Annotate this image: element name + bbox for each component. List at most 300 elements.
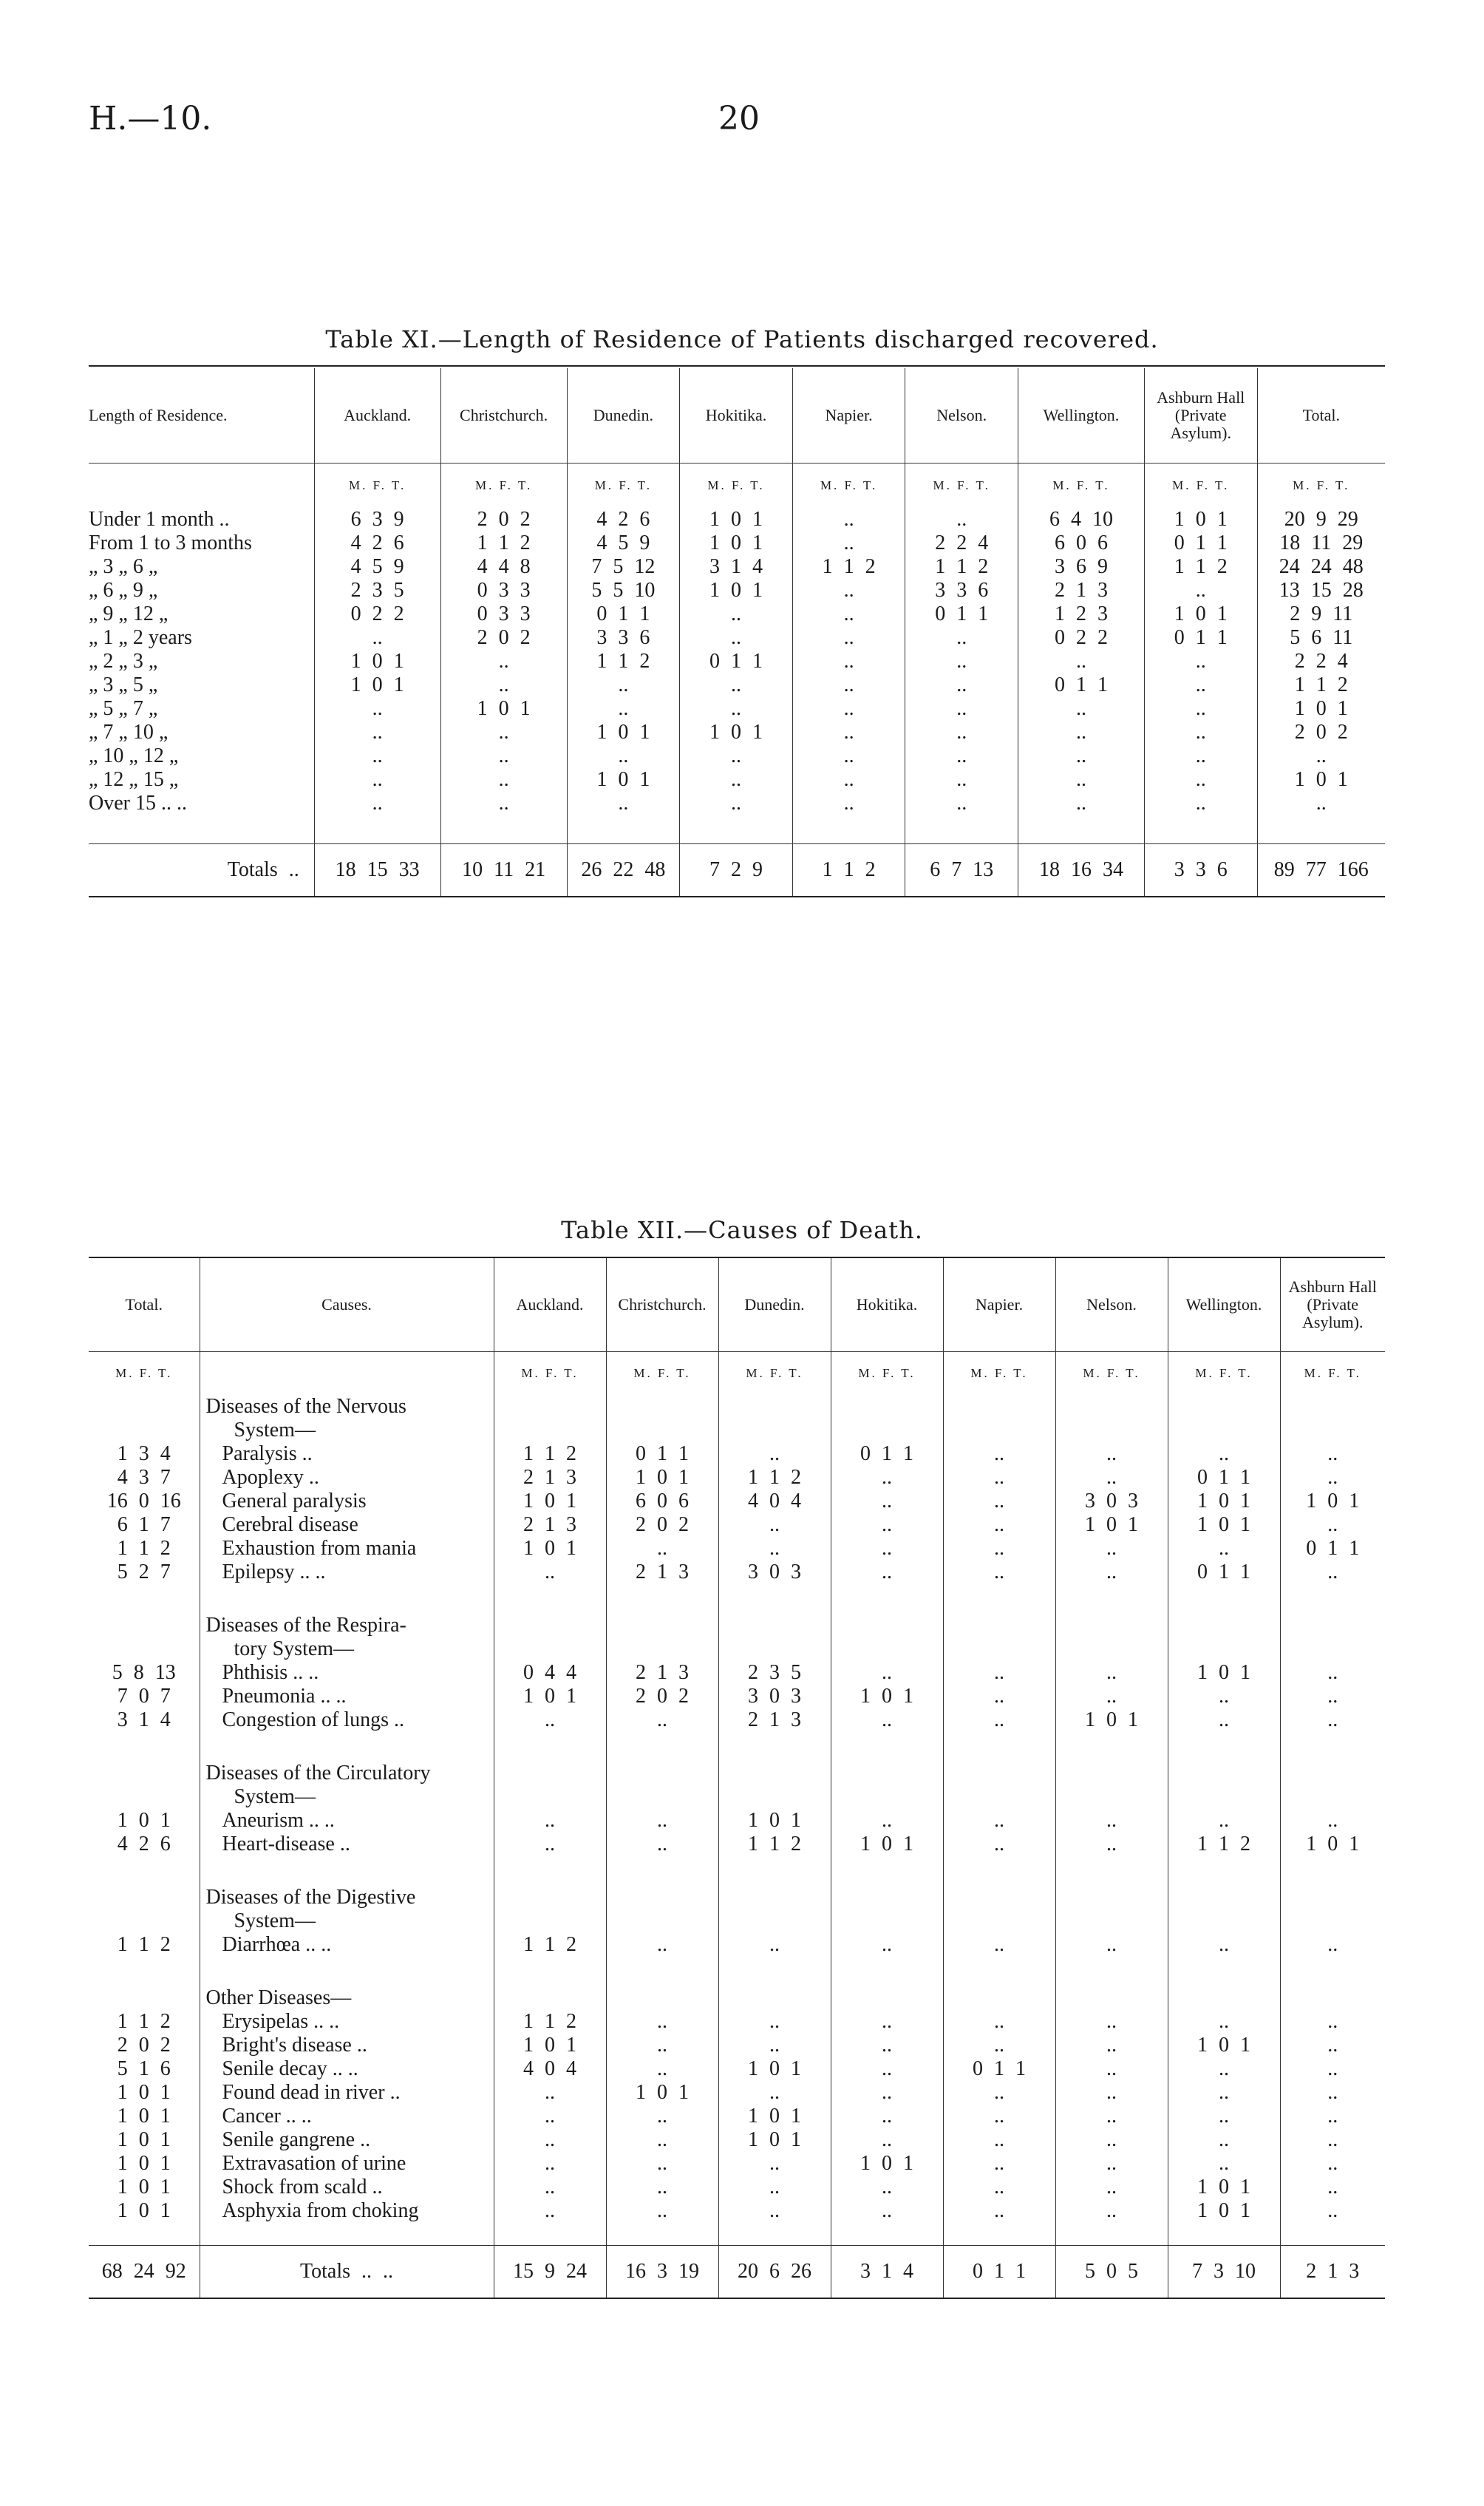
spacer-cell — [831, 1419, 943, 1442]
spacer-cell — [200, 2223, 494, 2246]
table-row — [89, 721, 1385, 744]
data-cell: 3 6 9 — [1018, 555, 1145, 579]
table11-col-header: Hokitika. — [680, 368, 793, 463]
data-cell: 1 1 2 — [1257, 673, 1385, 697]
totals-cell: 1 1 2 — [792, 844, 905, 897]
data-cell: .. — [718, 2010, 831, 2034]
data-cell: .. — [1280, 2176, 1385, 2199]
table-row — [89, 2057, 1385, 2081]
data-cell: 1 0 1 — [1055, 1708, 1168, 1732]
spacer-cell — [718, 1886, 831, 1909]
data-cell: 4 5 9 — [567, 532, 680, 555]
totals-cell: 16 3 19 — [606, 2246, 718, 2299]
spacer-cell — [200, 1957, 494, 1986]
mft-label: M. F. T. — [314, 463, 440, 509]
data-cell: 1 0 1 — [494, 1537, 606, 1561]
table-row — [89, 2010, 1385, 2034]
total-cell: 4 2 6 — [117, 1833, 171, 1855]
mft-label: M. F. T. — [680, 463, 793, 509]
spacer-row — [89, 2223, 1385, 2246]
total-cell: 7 0 7 — [117, 1685, 171, 1708]
data-cell: .. — [494, 2128, 606, 2152]
group-heading-row — [89, 1909, 1385, 1933]
group-heading: System— — [200, 1419, 494, 1442]
cause-label: Cancer .. .. — [200, 2105, 494, 2128]
data-cell: .. — [1055, 1933, 1168, 1957]
data-cell: .. — [792, 579, 905, 602]
mft-label: M. F. T. — [905, 463, 1018, 509]
data-cell: .. — [1055, 2081, 1168, 2105]
total-cell: 3 1 4 — [117, 1708, 171, 1731]
totals-cell: 5 0 5 — [1055, 2246, 1168, 2299]
data-cell: .. — [792, 792, 905, 815]
data-cell: .. — [606, 2176, 718, 2199]
data-cell: 2 1 3 — [1018, 579, 1145, 602]
data-cell: 2 0 2 — [606, 1685, 718, 1708]
table12-col-header: Hokitika. — [831, 1258, 943, 1352]
data-cell: .. — [1280, 2081, 1385, 2105]
data-cell: 2 3 5 — [718, 1661, 831, 1685]
spacer-cell — [606, 1419, 718, 1442]
data-cell: .. — [314, 792, 440, 815]
cause-label: Cerebral disease — [200, 1513, 494, 1537]
table-row — [89, 532, 1385, 555]
table11 — [89, 368, 1385, 897]
table12-col-header: Wellington. — [1168, 1258, 1280, 1352]
spacer-cell — [831, 1395, 943, 1419]
spacer-cell — [89, 1419, 200, 1442]
data-cell: 3 0 3 — [1055, 1490, 1168, 1513]
table-row — [89, 1442, 1385, 1466]
data-cell: .. — [440, 673, 567, 697]
total-cell: 4 3 7 — [117, 1466, 171, 1489]
data-cell: .. — [905, 626, 1018, 650]
data-cell: .. — [1055, 1537, 1168, 1561]
spacer-cell — [1168, 1909, 1280, 1933]
spacer-cell — [89, 1584, 200, 1614]
data-cell: .. — [1144, 768, 1257, 792]
table11-col-header: Napier. — [792, 368, 905, 463]
data-cell: 1 1 2 — [718, 1466, 831, 1490]
spacer-cell — [1055, 1856, 1168, 1886]
table-row — [89, 673, 1385, 697]
table11-header-row — [89, 368, 1385, 463]
data-cell: 1 1 2 — [494, 2010, 606, 2034]
data-cell: .. — [943, 2034, 1055, 2057]
data-cell: .. — [718, 1513, 831, 1537]
totals-cell: 6 7 13 — [905, 844, 1018, 897]
data-cell: 4 2 6 — [567, 508, 680, 532]
data-cell: 1 0 1 — [680, 532, 793, 555]
data-cell: .. — [1144, 579, 1257, 602]
totals-cell: 7 3 10 — [1168, 2246, 1280, 2299]
group-heading-row — [89, 1395, 1385, 1419]
spacer-cell — [200, 1732, 494, 1762]
data-cell: 1 0 1 — [606, 1466, 718, 1490]
data-cell: .. — [1018, 792, 1145, 815]
cause-label: Apoplexy .. — [200, 1466, 494, 1490]
cause-label: Found dead in river .. — [200, 2081, 494, 2105]
spacer-cell — [943, 1732, 1055, 1762]
residence-label: „ 10 „ 12 „ — [89, 744, 179, 767]
data-cell: 1 0 1 — [718, 2105, 831, 2128]
data-cell: .. — [440, 792, 567, 815]
data-cell: .. — [1168, 2152, 1280, 2176]
data-cell: 3 3 6 — [905, 579, 1018, 602]
data-cell: 0 1 1 — [1168, 1561, 1280, 1584]
spacer-cell — [718, 1637, 831, 1661]
spacer-cell — [200, 1856, 494, 1886]
data-cell: 1 0 1 — [680, 721, 793, 744]
data-cell: 0 1 1 — [606, 1442, 718, 1466]
data-cell: .. — [1144, 721, 1257, 744]
data-cell: 6 0 6 — [1018, 532, 1145, 555]
data-cell: 1 0 1 — [718, 2128, 831, 2152]
residence-label: „ 2 „ 3 „ — [89, 650, 158, 673]
data-cell: .. — [314, 744, 440, 768]
data-cell: .. — [1257, 744, 1385, 768]
mft-label: M. F. T. — [792, 463, 905, 509]
cause-label: Diarrhœa .. .. — [200, 1933, 494, 1957]
table12-title: Table XII.—Causes of Death. — [561, 1216, 923, 1244]
data-cell: 0 1 1 — [567, 602, 680, 626]
data-cell: 1 0 1 — [680, 508, 793, 532]
data-cell: 2 0 2 — [440, 626, 567, 650]
spacer-cell — [680, 815, 793, 844]
data-cell: 1 0 1 — [1168, 2034, 1280, 2057]
data-cell: .. — [1055, 2152, 1168, 2176]
mft-label: M. F. T. — [1144, 463, 1257, 509]
data-cell: .. — [314, 697, 440, 721]
spacer-cell — [943, 1584, 1055, 1614]
total-cell: 1 1 2 — [117, 1933, 171, 1956]
data-cell: .. — [1018, 650, 1145, 673]
spacer-cell — [89, 1614, 200, 1637]
data-cell: .. — [1055, 1833, 1168, 1856]
data-cell: .. — [718, 1537, 831, 1561]
spacer-cell — [606, 1395, 718, 1419]
spacer-cell — [943, 1886, 1055, 1909]
data-cell: .. — [1055, 2057, 1168, 2081]
spacer-cell — [943, 1785, 1055, 1809]
data-cell: .. — [1055, 2034, 1168, 2057]
table-row — [89, 792, 1385, 815]
spacer-cell — [1055, 1419, 1168, 1442]
data-cell: 1 0 1 — [1144, 508, 1257, 532]
data-cell: 2 1 3 — [606, 1561, 718, 1584]
data-cell: .. — [606, 1933, 718, 1957]
cause-label: General paralysis — [200, 1490, 494, 1513]
data-cell: 1 0 1 — [314, 673, 440, 697]
spacer-cell — [718, 1785, 831, 1809]
data-cell: .. — [1168, 2057, 1280, 2081]
table-row — [89, 1561, 1385, 1584]
table-row — [89, 650, 1385, 673]
table12-col-header: Causes. — [200, 1258, 494, 1352]
spacer-cell — [718, 1732, 831, 1762]
mft-label: M. F. T. — [606, 1352, 718, 1396]
table-row — [89, 2105, 1385, 2128]
spacer-cell — [1280, 2223, 1385, 2246]
data-cell: .. — [1280, 1561, 1385, 1584]
data-cell: .. — [905, 697, 1018, 721]
spacer-cell — [606, 1856, 718, 1886]
spacer-cell — [831, 1957, 943, 1986]
spacer-cell — [494, 1986, 606, 2010]
data-cell: .. — [1280, 1809, 1385, 1833]
spacer-cell — [943, 1637, 1055, 1661]
spacer-cell — [718, 1762, 831, 1785]
data-cell: .. — [494, 1809, 606, 1833]
spacer-cell — [1168, 1395, 1280, 1419]
spacer-cell — [1280, 1986, 1385, 2010]
spacer-cell — [831, 1785, 943, 1809]
data-cell: 1 0 1 — [680, 579, 793, 602]
data-cell: .. — [943, 1442, 1055, 1466]
data-cell: .. — [792, 626, 905, 650]
data-cell: .. — [1280, 2152, 1385, 2176]
table12 — [89, 1258, 1385, 2299]
data-cell: .. — [943, 1466, 1055, 1490]
data-cell: .. — [943, 1561, 1055, 1584]
spacer-cell — [943, 1762, 1055, 1785]
spacer-cell — [1280, 1909, 1385, 1933]
table12-subheader-row — [89, 1352, 1385, 1396]
data-cell: .. — [606, 2152, 718, 2176]
spacer-cell — [1280, 1584, 1385, 1614]
data-cell: .. — [1168, 1442, 1280, 1466]
data-cell: .. — [792, 697, 905, 721]
spacer-cell — [1055, 1957, 1168, 1986]
data-cell: 2 2 4 — [1257, 650, 1385, 673]
spacer-cell — [89, 815, 314, 844]
table11-col-header: Length of Residence. — [89, 406, 228, 424]
data-cell: .. — [831, 1537, 943, 1561]
data-cell: .. — [1280, 1933, 1385, 1957]
mft-label: M. F. T. — [831, 1352, 943, 1396]
table-row — [89, 1466, 1385, 1490]
data-cell: 1 1 2 — [494, 1442, 606, 1466]
data-cell: 1 0 1 — [831, 1685, 943, 1708]
data-cell: .. — [567, 697, 680, 721]
spacer-cell — [831, 1856, 943, 1886]
data-cell: 7 5 12 — [567, 555, 680, 579]
group-heading: System— — [200, 1909, 494, 1933]
data-cell: .. — [1168, 1809, 1280, 1833]
table11-top-rule — [89, 365, 1385, 367]
spacer-cell — [494, 1419, 606, 1442]
spacer-cell — [943, 1419, 1055, 1442]
spacer-cell — [494, 1762, 606, 1785]
data-cell: 2 1 3 — [494, 1513, 606, 1537]
spacer-cell — [1144, 815, 1257, 844]
data-cell: .. — [1055, 1661, 1168, 1685]
data-cell: .. — [1280, 2105, 1385, 2128]
table-row — [89, 602, 1385, 626]
data-cell: .. — [680, 602, 793, 626]
spacer-cell — [905, 815, 1018, 844]
spacer-cell — [1280, 1957, 1385, 1986]
residence-label: From 1 to 3 months — [89, 532, 252, 554]
data-cell: .. — [1055, 1466, 1168, 1490]
table11-title: Table XI.—Length of Residence of Patients discharged recovered. — [325, 325, 1159, 353]
data-cell: 6 3 9 — [314, 508, 440, 532]
spacer-cell — [494, 1886, 606, 1909]
spacer-cell — [1168, 1419, 1280, 1442]
data-cell: .. — [718, 1442, 831, 1466]
totals-cell: 7 2 9 — [680, 844, 793, 897]
cause-label: Erysipelas .. .. — [200, 2010, 494, 2034]
data-cell: .. — [1280, 1708, 1385, 1732]
table-row — [89, 2199, 1385, 2223]
mft-label: M. F. T. — [440, 463, 567, 509]
data-cell: .. — [1055, 1561, 1168, 1584]
data-cell: 0 2 2 — [1018, 626, 1145, 650]
data-cell: 4 0 4 — [718, 1490, 831, 1513]
data-cell: 2 0 2 — [1257, 721, 1385, 744]
spacer-cell — [606, 1732, 718, 1762]
cause-label: Bright's disease .. — [200, 2034, 494, 2057]
group-heading: Other Diseases— — [200, 1986, 494, 2010]
total-cell: 5 1 6 — [117, 2057, 171, 2080]
cause-label: Paralysis .. — [200, 1442, 494, 1466]
totals-label: Totals .. — [227, 858, 299, 881]
spacer-cell — [1055, 1584, 1168, 1614]
cause-label: Epilepsy .. .. — [200, 1561, 494, 1584]
mft-label: M. F. T. — [115, 1366, 173, 1380]
data-cell: .. — [440, 721, 567, 744]
data-cell: 1 0 1 — [1168, 2176, 1280, 2199]
group-heading-row — [89, 1762, 1385, 1785]
data-cell: 1 0 1 — [1257, 697, 1385, 721]
data-cell: .. — [943, 1537, 1055, 1561]
data-cell: 4 2 6 — [314, 532, 440, 555]
data-cell: 1 1 2 — [494, 1933, 606, 1957]
residence-label: „ 12 „ 15 „ — [89, 768, 179, 791]
spacer-cell — [1168, 1584, 1280, 1614]
mft-label: M. F. T. — [567, 463, 680, 509]
data-cell: 0 1 1 — [1168, 1466, 1280, 1490]
total-cell: 1 0 1 — [117, 1809, 171, 1832]
spacer-cell — [494, 1584, 606, 1614]
data-cell: .. — [494, 1833, 606, 1856]
spacer-cell — [89, 1909, 200, 1933]
data-cell: 2 1 3 — [494, 1466, 606, 1490]
spacer-cell — [606, 1909, 718, 1933]
data-cell: .. — [567, 673, 680, 697]
data-cell: 6 4 10 — [1018, 508, 1145, 532]
data-cell: .. — [831, 2128, 943, 2152]
mft-label: M. F. T. — [1280, 1352, 1385, 1396]
data-cell: 1 0 1 — [718, 2057, 831, 2081]
spacer-cell — [1055, 1637, 1168, 1661]
data-cell: 1 0 1 — [494, 1490, 606, 1513]
data-cell: 2 0 2 — [606, 1513, 718, 1537]
spacer-cell — [831, 1909, 943, 1933]
spacer-cell — [494, 1395, 606, 1419]
table12-col-header: Christchurch. — [606, 1258, 718, 1352]
spacer-cell — [1168, 1856, 1280, 1886]
data-cell: .. — [943, 1661, 1055, 1685]
spacer-cell — [831, 1732, 943, 1762]
table12-col-header: Napier. — [943, 1258, 1055, 1352]
spacer-cell — [831, 2223, 943, 2246]
cause-label: Aneurism .. .. — [200, 1809, 494, 1833]
cause-label: Exhaustion from mania — [200, 1537, 494, 1561]
spacer-cell — [1055, 1762, 1168, 1785]
table12-header-row — [89, 1258, 1385, 1352]
spacer-cell — [440, 815, 567, 844]
total-cell: 5 2 7 — [117, 1561, 171, 1583]
table-row — [89, 2081, 1385, 2105]
group-heading: tory System— — [200, 1637, 494, 1661]
data-cell: .. — [792, 744, 905, 768]
spacer-cell — [1168, 1957, 1280, 1986]
data-cell: .. — [1168, 1537, 1280, 1561]
total-cell: 1 0 1 — [117, 2199, 171, 2222]
table12-col-header: Auckland. — [494, 1258, 606, 1352]
data-cell: .. — [1168, 1933, 1280, 1957]
data-cell: .. — [1144, 792, 1257, 815]
residence-label: „ 9 „ 12 „ — [89, 602, 169, 625]
spacer-cell — [89, 1395, 200, 1419]
spacer-cell — [1018, 815, 1145, 844]
data-cell: 2 1 3 — [718, 1708, 831, 1732]
spacer-row — [89, 815, 1385, 844]
data-cell: .. — [1055, 1685, 1168, 1708]
spacer-cell — [1168, 1637, 1280, 1661]
data-cell: 1 0 1 — [494, 1685, 606, 1708]
data-cell: .. — [314, 721, 440, 744]
data-cell: 1 0 1 — [1168, 1661, 1280, 1685]
data-cell: .. — [943, 2128, 1055, 2152]
spacer-cell — [718, 1856, 831, 1886]
data-cell: 0 1 1 — [905, 602, 1018, 626]
spacer-cell — [1280, 1785, 1385, 1809]
spacer-row — [89, 1856, 1385, 1886]
data-cell: 1 2 3 — [1018, 602, 1145, 626]
data-cell: .. — [494, 1561, 606, 1584]
data-cell: .. — [1280, 1685, 1385, 1708]
data-cell: 1 0 1 — [1257, 768, 1385, 792]
data-cell: .. — [1018, 721, 1145, 744]
residence-label: „ 5 „ 7 „ — [89, 697, 158, 720]
mft-label: M. F. T. — [494, 1352, 606, 1396]
data-cell: 1 0 1 — [831, 2152, 943, 2176]
table11-col-header: Ashburn Hall (Private Asylum). — [1144, 368, 1257, 463]
spacer-cell — [606, 1762, 718, 1785]
cause-label: Pneumonia .. .. — [200, 1685, 494, 1708]
mft-label — [200, 1352, 494, 1396]
data-cell: .. — [792, 673, 905, 697]
data-cell: 0 1 1 — [1280, 1537, 1385, 1561]
residence-label: „ 6 „ 9 „ — [89, 579, 158, 602]
data-cell: .. — [494, 2081, 606, 2105]
cause-label: Shock from scald .. — [200, 2176, 494, 2199]
spacer-cell — [1280, 1395, 1385, 1419]
spacer-cell — [718, 1419, 831, 1442]
table-row — [89, 744, 1385, 768]
data-cell: .. — [943, 2010, 1055, 2034]
data-cell: .. — [680, 768, 793, 792]
table-row — [89, 768, 1385, 792]
group-heading: Diseases of the Circulatory — [200, 1762, 494, 1785]
mft-label: M. F. T. — [1055, 1352, 1168, 1396]
data-cell: 0 3 3 — [440, 579, 567, 602]
data-cell: 2 1 3 — [606, 1661, 718, 1685]
spacer-cell — [494, 1785, 606, 1809]
table-row — [89, 2128, 1385, 2152]
